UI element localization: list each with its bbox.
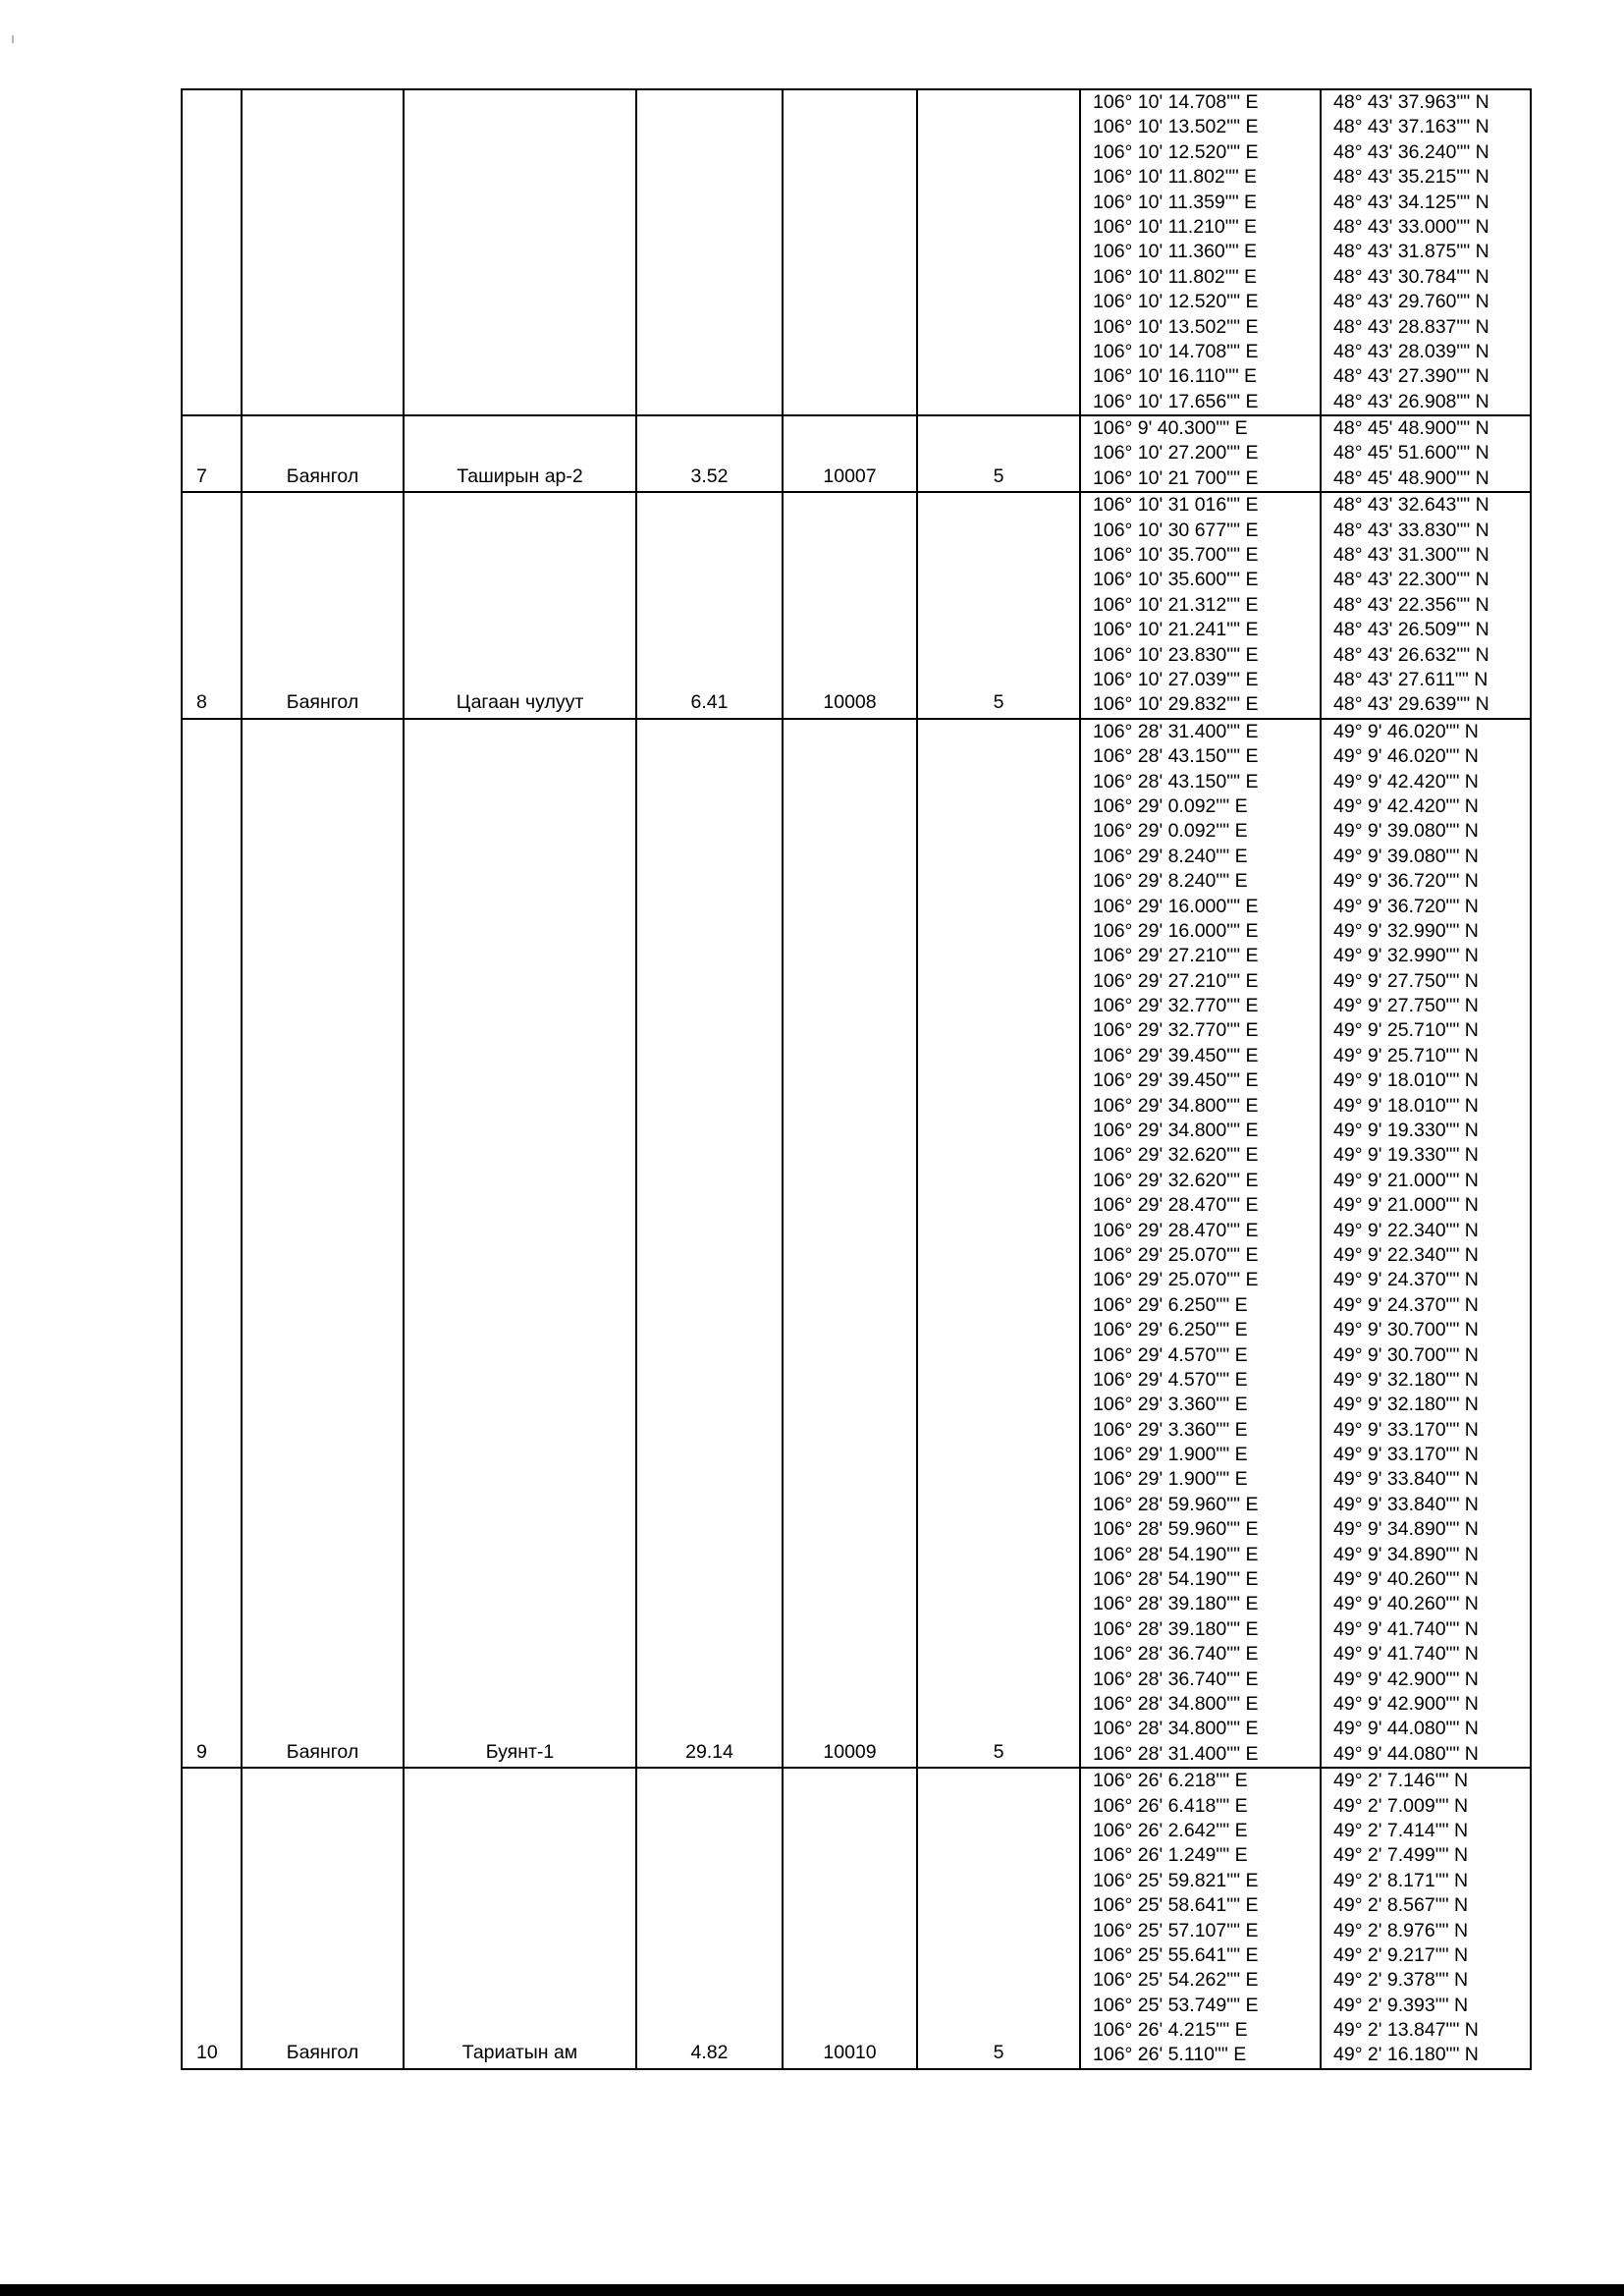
longitude-value: 106° 25' 57.107"" E bbox=[1093, 1919, 1259, 1941]
latitude-value: 48° 43' 27.611"" N bbox=[1333, 668, 1489, 690]
longitude-value: 106° 28' 54.190"" E bbox=[1093, 1568, 1259, 1591]
latitude-value: 48° 43' 22.300"" N bbox=[1333, 569, 1489, 591]
longitude-value: 106° 10' 35.600"" E bbox=[1093, 569, 1259, 591]
longitude-cell bbox=[1080, 415, 1321, 492]
count-cell bbox=[917, 1768, 1080, 2069]
scan-speck bbox=[12, 35, 14, 43]
latitude-value: 48° 43' 28.837"" N bbox=[1333, 315, 1489, 338]
site-name-cell-text: Цагаан чулуут bbox=[456, 691, 584, 714]
code-cell bbox=[783, 415, 917, 492]
latitude-value: 48° 43' 26.509"" N bbox=[1333, 619, 1489, 641]
row-number-cell-text: 8 bbox=[196, 691, 207, 714]
longitude-value: 106° 29' 27.210"" E bbox=[1093, 945, 1259, 967]
area-cell bbox=[636, 1768, 783, 2069]
longitude-value: 106° 29' 32.620"" E bbox=[1093, 1169, 1259, 1191]
longitude-cell bbox=[1080, 89, 1321, 415]
longitude-value: 106° 28' 59.960"" E bbox=[1093, 1493, 1259, 1515]
latitude-value: 49° 9' 44.080"" N bbox=[1333, 1718, 1479, 1740]
latitude-value: 49° 9' 25.710"" N bbox=[1333, 1019, 1479, 1042]
site-name-cell bbox=[404, 719, 636, 1768]
longitude-value: 106° 28' 59.960"" E bbox=[1093, 1518, 1259, 1541]
longitude-value: 106° 29' 34.800"" E bbox=[1093, 1120, 1259, 1142]
latitude-value: 48° 43' 37.163"" N bbox=[1333, 116, 1489, 138]
longitude-value: 106° 10' 12.520"" E bbox=[1093, 140, 1259, 163]
code-cell bbox=[783, 89, 917, 415]
latitude-value: 48° 43' 32.643"" N bbox=[1333, 494, 1489, 517]
longitude-cell bbox=[1080, 492, 1321, 719]
latitude-value: 49° 9' 42.900"" N bbox=[1333, 1693, 1479, 1715]
longitude-value: 106° 10' 31 016"" E bbox=[1093, 494, 1259, 517]
latitude-value: 48° 45' 48.900"" N bbox=[1333, 417, 1489, 440]
area-cell bbox=[636, 492, 783, 719]
latitude-value: 49° 9' 21.000"" N bbox=[1333, 1169, 1479, 1191]
longitude-value: 106° 28' 43.150"" E bbox=[1093, 745, 1259, 768]
latitude-value: 49° 9' 39.080"" N bbox=[1333, 820, 1479, 843]
latitude-value: 49° 9' 46.020"" N bbox=[1333, 720, 1479, 742]
site-name-cell bbox=[404, 492, 636, 719]
latitude-value: 49° 9' 27.750"" N bbox=[1333, 995, 1479, 1017]
latitude-value: 49° 9' 33.840"" N bbox=[1333, 1493, 1479, 1515]
latitude-value: 49° 9' 39.080"" N bbox=[1333, 845, 1479, 867]
coordinates-table bbox=[181, 88, 1532, 2070]
area-cell-text: 4.82 bbox=[690, 2042, 729, 2064]
longitude-value: 106° 25' 54.262"" E bbox=[1093, 1969, 1259, 1992]
table-row bbox=[182, 415, 1531, 492]
latitude-value: 48° 43' 33.830"" N bbox=[1333, 519, 1489, 541]
latitude-value: 48° 43' 31.300"" N bbox=[1333, 544, 1489, 567]
longitude-value: 106° 10' 11.802"" E bbox=[1093, 166, 1258, 189]
row-number-cell bbox=[182, 719, 242, 1768]
longitude-value: 106° 10' 30 677"" E bbox=[1093, 519, 1259, 541]
soum-cell-text: Баянгол bbox=[286, 1740, 359, 1763]
longitude-value: 106° 10' 27.200"" E bbox=[1093, 442, 1259, 465]
latitude-value: 48° 43' 29.639"" N bbox=[1333, 693, 1489, 716]
count-cell bbox=[917, 719, 1080, 1768]
soum-cell-text: Баянгол bbox=[286, 691, 359, 714]
longitude-value: 106° 29' 25.070"" E bbox=[1093, 1243, 1259, 1266]
latitude-value: 49° 9' 32.180"" N bbox=[1333, 1368, 1479, 1391]
longitude-value: 106° 29' 16.000"" E bbox=[1093, 895, 1259, 917]
row-number-cell-text bbox=[196, 412, 241, 414]
soum-cell bbox=[242, 719, 404, 1768]
table-row bbox=[182, 492, 1531, 719]
code-cell bbox=[783, 719, 917, 1768]
latitude-value: 49° 9' 22.340"" N bbox=[1333, 1219, 1479, 1241]
longitude-value: 106° 10' 17.656"" E bbox=[1093, 390, 1259, 412]
longitude-value: 106° 29' 4.570"" E bbox=[1093, 1368, 1248, 1391]
longitude-value: 106° 26' 5.110"" E bbox=[1093, 2044, 1247, 2066]
soum-cell-text: Баянгол bbox=[286, 2042, 359, 2064]
latitude-value: 48° 43' 30.784"" N bbox=[1333, 265, 1489, 288]
site-name-cell-text: Буянт-1 bbox=[485, 1740, 555, 1763]
latitude-value: 48° 43' 33.000"" N bbox=[1333, 215, 1489, 238]
table-body bbox=[182, 89, 1531, 2069]
longitude-value: 106° 29' 16.000"" E bbox=[1093, 919, 1259, 942]
latitude-value: 49° 9' 42.420"" N bbox=[1333, 770, 1479, 793]
longitude-value: 106° 26' 1.249"" E bbox=[1093, 1844, 1248, 1867]
latitude-cell bbox=[1321, 492, 1531, 719]
latitude-value: 49° 2' 9.393"" N bbox=[1333, 1994, 1469, 2016]
latitude-value: 48° 43' 37.963"" N bbox=[1333, 91, 1489, 113]
longitude-value: 106° 10' 13.502"" E bbox=[1093, 116, 1259, 138]
latitude-value: 49° 9' 27.750"" N bbox=[1333, 969, 1479, 992]
latitude-value: 48° 45' 48.900"" N bbox=[1333, 466, 1489, 489]
area-cell bbox=[636, 89, 783, 415]
soum-cell-text: Баянгол bbox=[286, 465, 359, 487]
latitude-value: 49° 9' 25.710"" N bbox=[1333, 1044, 1479, 1066]
count-cell-text: 5 bbox=[993, 1740, 1004, 1763]
table-row bbox=[182, 1768, 1531, 2069]
longitude-value: 106° 10' 21 700"" E bbox=[1093, 466, 1259, 489]
scan-bottom-edge bbox=[0, 2284, 1624, 2296]
latitude-cell bbox=[1321, 1768, 1531, 2069]
latitude-cell bbox=[1321, 719, 1531, 1768]
latitude-value: 49° 9' 24.370"" N bbox=[1333, 1293, 1479, 1316]
area-cell bbox=[636, 719, 783, 1768]
latitude-value: 49° 2' 7.146"" N bbox=[1333, 1770, 1469, 1792]
longitude-value: 106° 25' 58.641"" E bbox=[1093, 1894, 1259, 1917]
latitude-value: 49° 9' 18.010"" N bbox=[1333, 1094, 1479, 1117]
latitude-value: 49° 9' 32.990"" N bbox=[1333, 919, 1479, 942]
longitude-value: 106° 10' 11.210"" E bbox=[1093, 215, 1258, 238]
count-cell-text: 5 bbox=[993, 2042, 1004, 2064]
latitude-value: 49° 2' 9.217"" N bbox=[1333, 1943, 1469, 1966]
latitude-value: 49° 2' 7.414"" N bbox=[1333, 1819, 1469, 1841]
longitude-value: 106° 29' 3.360"" E bbox=[1093, 1394, 1248, 1416]
longitude-value: 106° 25' 59.821"" E bbox=[1093, 1869, 1259, 1891]
code-cell-text: 10010 bbox=[823, 2042, 877, 2064]
area-cell-text bbox=[637, 412, 782, 414]
latitude-value: 49° 9' 19.330"" N bbox=[1333, 1120, 1479, 1142]
latitude-value: 49° 2' 8.567"" N bbox=[1333, 1894, 1469, 1917]
longitude-value: 106° 10' 14.708"" E bbox=[1093, 91, 1259, 113]
longitude-value: 106° 10' 13.502"" E bbox=[1093, 315, 1259, 338]
count-cell-text bbox=[918, 412, 1079, 414]
longitude-value: 106° 9' 40.300"" E bbox=[1093, 417, 1248, 440]
longitude-value: 106° 29' 1.900"" E bbox=[1093, 1468, 1248, 1491]
latitude-value: 49° 2' 7.499"" N bbox=[1333, 1844, 1469, 1867]
latitude-value: 48° 43' 26.632"" N bbox=[1333, 643, 1489, 666]
longitude-value: 106° 29' 25.070"" E bbox=[1093, 1269, 1259, 1291]
latitude-value: 48° 43' 28.039"" N bbox=[1333, 340, 1489, 362]
latitude-value: 49° 9' 24.370"" N bbox=[1333, 1269, 1479, 1291]
code-cell bbox=[783, 492, 917, 719]
latitude-value: 49° 9' 42.900"" N bbox=[1333, 1667, 1479, 1690]
longitude-value: 106° 10' 11.360"" E bbox=[1093, 241, 1258, 263]
longitude-value: 106° 10' 11.359"" E bbox=[1093, 191, 1258, 213]
site-name-cell bbox=[404, 89, 636, 415]
row-number-cell bbox=[182, 1768, 242, 2069]
count-cell bbox=[917, 89, 1080, 415]
site-name-cell bbox=[404, 1768, 636, 2069]
longitude-value: 106° 10' 12.520"" E bbox=[1093, 291, 1259, 313]
latitude-cell bbox=[1321, 89, 1531, 415]
longitude-value: 106° 29' 32.770"" E bbox=[1093, 995, 1259, 1017]
latitude-cell bbox=[1321, 415, 1531, 492]
latitude-value: 49° 9' 22.340"" N bbox=[1333, 1243, 1479, 1266]
row-number-cell-text: 9 bbox=[196, 1740, 207, 1763]
table-row bbox=[182, 89, 1531, 415]
longitude-value: 106° 29' 4.570"" E bbox=[1093, 1343, 1248, 1366]
longitude-value: 106° 28' 39.180"" E bbox=[1093, 1593, 1259, 1615]
latitude-value: 49° 9' 18.010"" N bbox=[1333, 1069, 1479, 1092]
latitude-value: 49° 9' 33.170"" N bbox=[1333, 1444, 1479, 1466]
latitude-value: 49° 9' 36.720"" N bbox=[1333, 870, 1479, 893]
site-name-cell-text bbox=[405, 412, 635, 414]
longitude-value: 106° 29' 6.250"" E bbox=[1093, 1293, 1248, 1316]
latitude-value: 49° 9' 40.260"" N bbox=[1333, 1568, 1479, 1591]
code-cell-text bbox=[784, 412, 916, 414]
latitude-value: 49° 9' 42.420"" N bbox=[1333, 794, 1479, 817]
latitude-value: 49° 9' 30.700"" N bbox=[1333, 1343, 1479, 1366]
longitude-value: 106° 10' 14.708"" E bbox=[1093, 340, 1259, 362]
latitude-value: 49° 2' 8.976"" N bbox=[1333, 1919, 1469, 1941]
count-cell bbox=[917, 415, 1080, 492]
code-cell bbox=[783, 1768, 917, 2069]
longitude-value: 106° 28' 36.740"" E bbox=[1093, 1667, 1259, 1690]
area-cell bbox=[636, 415, 783, 492]
row-number-cell-text: 10 bbox=[196, 2042, 218, 2064]
longitude-value: 106° 29' 1.900"" E bbox=[1093, 1444, 1248, 1466]
latitude-value: 49° 9' 32.990"" N bbox=[1333, 945, 1479, 967]
latitude-value: 49° 9' 41.740"" N bbox=[1333, 1617, 1479, 1640]
longitude-value: 106° 29' 8.240"" E bbox=[1093, 870, 1248, 893]
latitude-value: 48° 43' 26.908"" N bbox=[1333, 390, 1489, 412]
latitude-value: 49° 9' 40.260"" N bbox=[1333, 1593, 1479, 1615]
row-number-cell bbox=[182, 89, 242, 415]
longitude-value: 106° 25' 53.749"" E bbox=[1093, 1994, 1259, 2016]
latitude-value: 49° 9' 33.840"" N bbox=[1333, 1468, 1479, 1491]
latitude-value: 49° 9' 46.020"" N bbox=[1333, 745, 1479, 768]
longitude-value: 106° 10' 29.832"" E bbox=[1093, 693, 1259, 716]
latitude-value: 48° 43' 22.356"" N bbox=[1333, 593, 1489, 616]
area-cell-text: 3.52 bbox=[690, 465, 729, 487]
count-cell-text: 5 bbox=[993, 691, 1004, 714]
longitude-value: 106° 29' 0.092"" E bbox=[1093, 794, 1248, 817]
longitude-cell bbox=[1080, 719, 1321, 1768]
longitude-value: 106° 29' 0.092"" E bbox=[1093, 820, 1248, 843]
site-name-cell bbox=[404, 415, 636, 492]
latitude-value: 49° 9' 36.720"" N bbox=[1333, 895, 1479, 917]
count-cell-text: 5 bbox=[993, 465, 1004, 487]
latitude-value: 49° 9' 19.330"" N bbox=[1333, 1144, 1479, 1167]
longitude-value: 106° 29' 27.210"" E bbox=[1093, 969, 1259, 992]
soum-cell-text bbox=[243, 412, 403, 414]
longitude-value: 106° 10' 27.039"" E bbox=[1093, 668, 1259, 690]
longitude-value: 106° 10' 21.312"" E bbox=[1093, 593, 1259, 616]
latitude-value: 49° 9' 41.740"" N bbox=[1333, 1643, 1479, 1666]
longitude-value: 106° 10' 35.700"" E bbox=[1093, 544, 1259, 567]
latitude-value: 49° 9' 30.700"" N bbox=[1333, 1319, 1479, 1341]
latitude-value: 48° 43' 27.390"" N bbox=[1333, 365, 1489, 388]
table-row bbox=[182, 719, 1531, 1768]
soum-cell bbox=[242, 1768, 404, 2069]
longitude-value: 106° 26' 6.218"" E bbox=[1093, 1770, 1248, 1792]
soum-cell bbox=[242, 415, 404, 492]
longitude-value: 106° 28' 39.180"" E bbox=[1093, 1617, 1259, 1640]
row-number-cell bbox=[182, 492, 242, 719]
longitude-value: 106° 29' 34.800"" E bbox=[1093, 1094, 1259, 1117]
latitude-value: 48° 43' 36.240"" N bbox=[1333, 140, 1489, 163]
area-cell-text: 29.14 bbox=[685, 1740, 733, 1763]
row-number-cell-text: 7 bbox=[196, 465, 207, 487]
latitude-value: 49° 2' 8.171"" N bbox=[1333, 1869, 1469, 1891]
longitude-value: 106° 10' 21.241"" E bbox=[1093, 619, 1259, 641]
longitude-value: 106° 28' 34.800"" E bbox=[1093, 1718, 1259, 1740]
site-name-cell-text: Таширын ар-2 bbox=[457, 465, 583, 487]
row-number-cell bbox=[182, 415, 242, 492]
longitude-value: 106° 29' 32.770"" E bbox=[1093, 1019, 1259, 1042]
area-cell-text: 6.41 bbox=[690, 691, 729, 714]
soum-cell bbox=[242, 89, 404, 415]
longitude-value: 106° 28' 36.740"" E bbox=[1093, 1643, 1259, 1666]
longitude-value: 106° 28' 31.400"" E bbox=[1093, 720, 1259, 742]
longitude-value: 106° 26' 2.642"" E bbox=[1093, 1819, 1248, 1841]
longitude-value: 106° 29' 6.250"" E bbox=[1093, 1319, 1248, 1341]
latitude-value: 49° 9' 21.000"" N bbox=[1333, 1194, 1479, 1217]
latitude-value: 48° 43' 31.875"" N bbox=[1333, 241, 1489, 263]
longitude-value: 106° 29' 28.470"" E bbox=[1093, 1219, 1259, 1241]
longitude-value: 106° 29' 8.240"" E bbox=[1093, 845, 1248, 867]
longitude-value: 106° 29' 32.620"" E bbox=[1093, 1144, 1259, 1167]
longitude-value: 106° 26' 6.418"" E bbox=[1093, 1794, 1248, 1817]
latitude-value: 49° 2' 7.009"" N bbox=[1333, 1794, 1469, 1817]
count-cell bbox=[917, 492, 1080, 719]
longitude-cell bbox=[1080, 1768, 1321, 2069]
longitude-value: 106° 29' 39.450"" E bbox=[1093, 1044, 1259, 1066]
latitude-value: 48° 43' 35.215"" N bbox=[1333, 166, 1489, 189]
soum-cell bbox=[242, 492, 404, 719]
latitude-value: 49° 9' 44.080"" N bbox=[1333, 1742, 1479, 1765]
latitude-value: 49° 9' 32.180"" N bbox=[1333, 1394, 1479, 1416]
longitude-value: 106° 28' 54.190"" E bbox=[1093, 1543, 1259, 1565]
longitude-value: 106° 29' 3.360"" E bbox=[1093, 1418, 1248, 1441]
longitude-value: 106° 10' 16.110"" E bbox=[1093, 365, 1258, 388]
longitude-value: 106° 26' 4.215"" E bbox=[1093, 2019, 1248, 2042]
latitude-value: 49° 2' 9.378"" N bbox=[1333, 1969, 1469, 1992]
latitude-value: 49° 2' 16.180"" N bbox=[1333, 2044, 1479, 2066]
latitude-value: 48° 45' 51.600"" N bbox=[1333, 442, 1489, 465]
code-cell-text: 10007 bbox=[823, 465, 877, 487]
longitude-value: 106° 10' 11.802"" E bbox=[1093, 265, 1258, 288]
longitude-value: 106° 28' 34.800"" E bbox=[1093, 1693, 1259, 1715]
latitude-value: 49° 9' 34.890"" N bbox=[1333, 1543, 1479, 1565]
latitude-value: 49° 9' 33.170"" N bbox=[1333, 1418, 1479, 1441]
latitude-value: 48° 43' 29.760"" N bbox=[1333, 291, 1489, 313]
site-name-cell-text: Тариатын ам bbox=[461, 2042, 578, 2064]
longitude-value: 106° 10' 23.830"" E bbox=[1093, 643, 1259, 666]
longitude-value: 106° 29' 39.450"" E bbox=[1093, 1069, 1259, 1092]
code-cell-text: 10008 bbox=[823, 691, 877, 714]
latitude-value: 49° 2' 13.847"" N bbox=[1333, 2019, 1479, 2042]
longitude-value: 106° 28' 43.150"" E bbox=[1093, 770, 1259, 793]
code-cell-text: 10009 bbox=[823, 1740, 877, 1763]
latitude-value: 49° 9' 34.890"" N bbox=[1333, 1518, 1479, 1541]
latitude-value: 48° 43' 34.125"" N bbox=[1333, 191, 1489, 213]
longitude-value: 106° 29' 28.470"" E bbox=[1093, 1194, 1259, 1217]
longitude-value: 106° 28' 31.400"" E bbox=[1093, 1742, 1259, 1765]
longitude-value: 106° 25' 55.641"" E bbox=[1093, 1943, 1259, 1966]
